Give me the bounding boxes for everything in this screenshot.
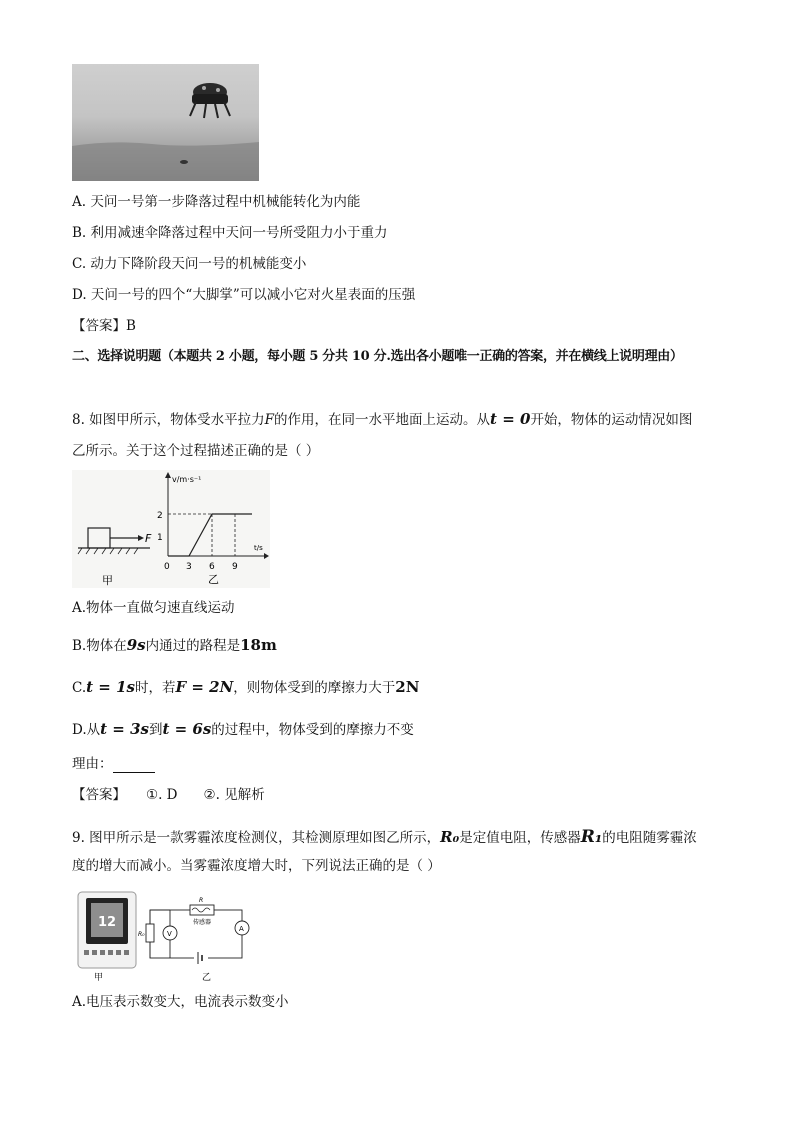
circuit-sensor: 传感器 [193, 919, 212, 926]
q9-figure [72, 888, 254, 982]
q8-math-18m: 18m [240, 636, 277, 654]
q7-option-a: A. 天问一号第一步降落过程中机械能转化为内能 [72, 194, 361, 210]
q8-text: C. [72, 680, 87, 696]
answer-label: 【答案】 [72, 787, 126, 803]
device-display: 12 [98, 915, 117, 930]
q8-option-b [72, 636, 277, 655]
q8-answer [72, 786, 265, 804]
q7-answer [72, 317, 136, 335]
circuit-R: R [199, 897, 204, 904]
q8-figure-svg [72, 470, 270, 588]
q8-text: 的过程中，物体受到的摩擦力不变 [211, 722, 414, 738]
graph-ytick-1: 1 [157, 533, 163, 543]
graph-origin: 0 [164, 562, 170, 572]
fig-label-yi: 乙 [208, 573, 219, 586]
q9-option-a: A.电压表示数变大，电流表示数变小 [72, 994, 289, 1010]
q9-stem-line1 [72, 828, 697, 847]
q8-reason [72, 755, 155, 773]
q9-stem-line2: 度的增大而减小。当雾霾浓度增大时，下列说法正确的是（ ） [72, 858, 441, 874]
block [88, 528, 110, 548]
sensor-resistor [190, 905, 214, 915]
q8-text: 到 [148, 722, 163, 738]
q9-text: 9. 图甲所示是一款雾霾浓度检测仪，其检测原理如图乙所示， [72, 830, 441, 846]
q8-math-t3s: t = 3s [100, 720, 149, 738]
circuit-V: V [167, 930, 172, 938]
q8-figure [72, 470, 270, 588]
graph-ylabel: v/m·s⁻¹ [172, 475, 202, 484]
lander-icon [72, 64, 259, 181]
q9-figure-svg [72, 888, 254, 982]
reason-blank[interactable] [113, 758, 155, 773]
vt-line [168, 514, 252, 556]
answer-2: ②. 见解析 [203, 787, 265, 803]
graph-xtick-6: 6 [209, 562, 215, 572]
q9-text: 是定值电阻，传感器 [459, 830, 581, 846]
q8-stem-line2: 乙所示。关于这个过程描述正确的是（ ） [72, 443, 320, 459]
answer-value: B [126, 318, 136, 334]
arrow-icon [138, 535, 144, 541]
graph-ytick-2: 2 [157, 511, 163, 521]
q8-text: 开始，物体的运动情况如图 [530, 412, 693, 428]
q8-option-d [72, 720, 414, 739]
q8-text: 8. 如图甲所示，物体受水平拉力 [72, 412, 265, 428]
q7-option-d: D. 天问一号的四个“大脚掌”可以减小它对火星表面的压强 [72, 287, 416, 303]
graph-xlabel: t/s [254, 544, 263, 552]
q8-math-t0: t = 0 [490, 410, 531, 428]
fig-F-label: F [145, 532, 152, 545]
q8-text: D.从 [72, 722, 101, 738]
q8-option-a: A.物体一直做匀速直线运动 [72, 600, 235, 616]
q8-text: ，则物体受到的摩擦力大于 [233, 680, 396, 696]
q8-text: 内通过的路程是 [145, 638, 241, 654]
fig-label-jia: 甲 [102, 574, 113, 587]
fig-label-jia: 甲 [94, 973, 104, 982]
q8-math-t1s: t = 1s [86, 678, 135, 696]
q9-R1: R₁ [580, 827, 603, 847]
q8-stem-line1 [72, 410, 692, 429]
circuit-R0: R₀ [138, 931, 145, 938]
answer-1: ①. D [146, 787, 178, 803]
R0-resistor [146, 924, 154, 942]
q8-text: 的作用，在同一水平地面上运动。从 [274, 412, 491, 428]
q8-math-9s: 9s [126, 636, 146, 654]
q8-math-t6s: t = 6s [162, 720, 212, 738]
graph-xtick-9: 9 [232, 562, 238, 572]
section-heading: 二、选择说明题（本题共 2 小题，每小题 5 分共 10 分.选出各小题唯一正确的答案，并在横线上说明理由） [72, 349, 683, 364]
circuit-A: A [239, 925, 244, 933]
q9-text: 的电阻随雾霾浓 [602, 830, 697, 846]
q8-option-c [72, 678, 419, 697]
q7-option-c: C. 动力下降阶段天问一号的机械能变小 [72, 256, 307, 272]
answer-label: 【答案】 [72, 318, 126, 334]
q9-R0: R₀ [440, 828, 460, 846]
reason-label: 理由： [72, 756, 113, 772]
q7-option-b: B. 利用减速伞降落过程中天问一号所受阻力小于重力 [72, 225, 388, 241]
q8-text: 时，若 [134, 680, 176, 696]
fig-label-yi: 乙 [202, 973, 212, 982]
lander-photo [72, 64, 259, 181]
q8-math-F2N: F = 2N [175, 678, 234, 696]
q8-F: F [264, 412, 275, 428]
q8-math-2N: 2N [395, 678, 420, 696]
graph-xtick-3: 3 [186, 562, 192, 572]
q8-text: B.物体在 [72, 638, 127, 654]
